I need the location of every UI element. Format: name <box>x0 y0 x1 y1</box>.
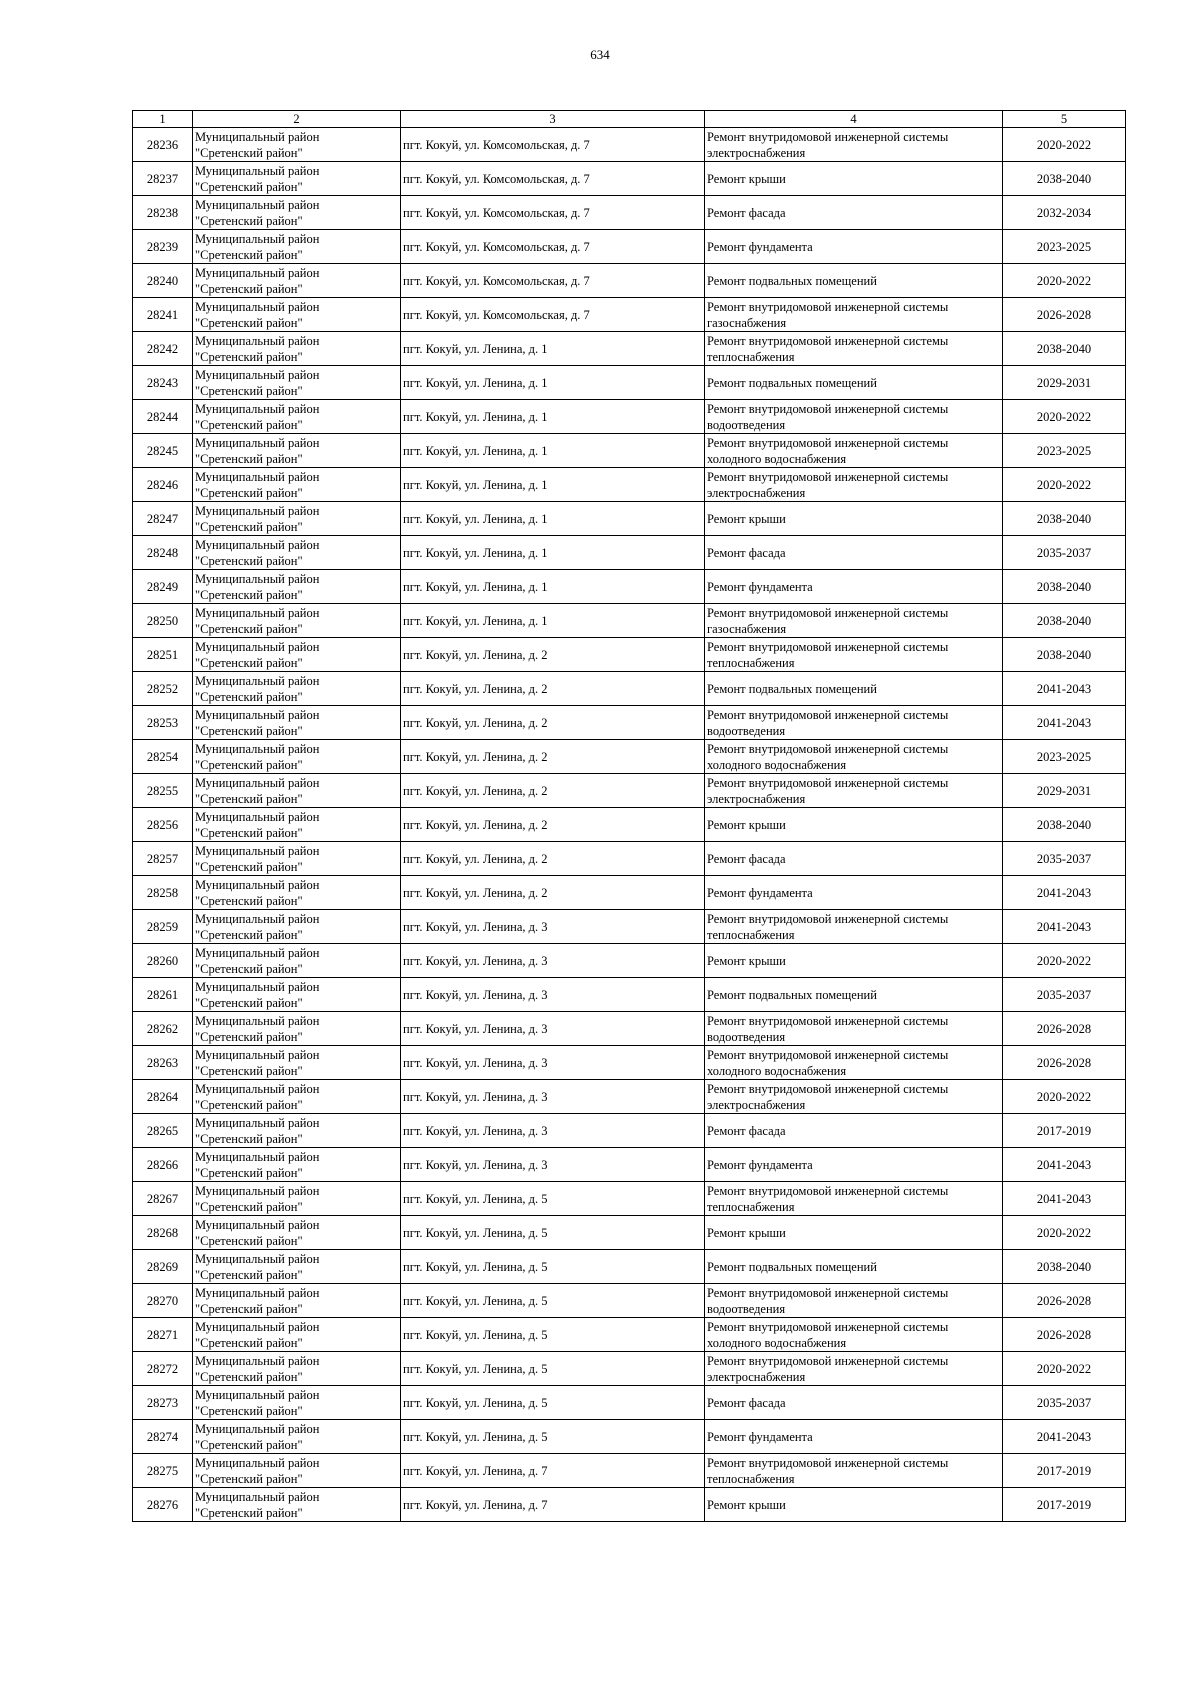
table-row <box>133 570 1126 604</box>
work-type-cell: Ремонт крыши <box>705 808 1003 842</box>
address-cell: пгт. Кокуй, ул. Ленина, д. 1 <box>401 570 705 604</box>
district-cell: Муниципальный район "Сретенский район" <box>193 264 401 298</box>
address-cell: пгт. Кокуй, ул. Ленина, д. 3 <box>401 1114 705 1148</box>
table-row <box>133 400 1126 434</box>
period-cell: 2035-2037 <box>1003 1386 1126 1420</box>
row-number-cell: 28249 <box>133 570 193 604</box>
district-cell: Муниципальный район "Сретенский район" <box>193 400 401 434</box>
district-cell: Муниципальный район "Сретенский район" <box>193 196 401 230</box>
period-cell: 2041-2043 <box>1003 1182 1126 1216</box>
row-number-cell: 28248 <box>133 536 193 570</box>
period-cell: 2026-2028 <box>1003 1046 1126 1080</box>
address-cell: пгт. Кокуй, ул. Комсомольская, д. 7 <box>401 128 705 162</box>
row-number-cell: 28273 <box>133 1386 193 1420</box>
address-cell: пгт. Кокуй, ул. Ленина, д. 5 <box>401 1352 705 1386</box>
district-cell: Муниципальный район "Сретенский район" <box>193 1148 401 1182</box>
district-cell: Муниципальный район "Сретенский район" <box>193 366 401 400</box>
row-number-cell: 28256 <box>133 808 193 842</box>
address-cell: пгт. Кокуй, ул. Ленина, д. 1 <box>401 400 705 434</box>
period-cell: 2041-2043 <box>1003 876 1126 910</box>
work-type-cell: Ремонт фундамента <box>705 570 1003 604</box>
table-row <box>133 638 1126 672</box>
period-cell: 2020-2022 <box>1003 1216 1126 1250</box>
table-row <box>133 774 1126 808</box>
row-number-cell: 28242 <box>133 332 193 366</box>
page-number: 634 <box>590 47 610 62</box>
address-cell: пгт. Кокуй, ул. Ленина, д. 3 <box>401 978 705 1012</box>
district-cell: Муниципальный район "Сретенский район" <box>193 1318 401 1352</box>
work-type-cell: Ремонт подвальных помещений <box>705 672 1003 706</box>
table-row <box>133 434 1126 468</box>
district-cell: Муниципальный район "Сретенский район" <box>193 706 401 740</box>
address-cell: пгт. Кокуй, ул. Ленина, д. 1 <box>401 434 705 468</box>
address-cell: пгт. Кокуй, ул. Ленина, д. 5 <box>401 1386 705 1420</box>
row-number-cell: 28238 <box>133 196 193 230</box>
work-type-cell: Ремонт фасада <box>705 1386 1003 1420</box>
work-type-cell: Ремонт фасада <box>705 196 1003 230</box>
work-type-cell: Ремонт подвальных помещений <box>705 978 1003 1012</box>
work-type-cell: Ремонт внутридомовой инженерной системы холодного водоснабжения <box>705 434 1003 468</box>
district-cell: Муниципальный район "Сретенский район" <box>193 1250 401 1284</box>
district-cell: Муниципальный район "Сретенский район" <box>193 502 401 536</box>
address-cell: пгт. Кокуй, ул. Ленина, д. 1 <box>401 502 705 536</box>
row-number-cell: 28261 <box>133 978 193 1012</box>
period-cell: 2041-2043 <box>1003 1420 1126 1454</box>
period-cell: 2026-2028 <box>1003 1284 1126 1318</box>
district-cell: Муниципальный район "Сретенский район" <box>193 876 401 910</box>
row-number-cell: 28257 <box>133 842 193 876</box>
period-cell: 2026-2028 <box>1003 1012 1126 1046</box>
table-row <box>133 1148 1126 1182</box>
district-cell: Муниципальный район "Сретенский район" <box>193 1114 401 1148</box>
address-cell: пгт. Кокуй, ул. Ленина, д. 1 <box>401 468 705 502</box>
row-number-cell: 28246 <box>133 468 193 502</box>
period-cell: 2020-2022 <box>1003 264 1126 298</box>
header-row <box>133 111 1126 128</box>
work-type-cell: Ремонт внутридомовой инженерной системы холодного водоснабжения <box>705 1046 1003 1080</box>
row-number-cell: 28263 <box>133 1046 193 1080</box>
district-cell: Муниципальный район "Сретенский район" <box>193 162 401 196</box>
district-cell: Муниципальный район "Сретенский район" <box>193 1284 401 1318</box>
table-row <box>133 298 1126 332</box>
address-cell: пгт. Кокуй, ул. Ленина, д. 5 <box>401 1284 705 1318</box>
column-header-1: 1 <box>133 111 193 128</box>
work-type-cell: Ремонт крыши <box>705 1488 1003 1522</box>
period-cell: 2038-2040 <box>1003 638 1126 672</box>
work-type-cell: Ремонт внутридомовой инженерной системы электроснабжения <box>705 128 1003 162</box>
period-cell: 2020-2022 <box>1003 468 1126 502</box>
row-number-cell: 28270 <box>133 1284 193 1318</box>
table-row <box>133 1386 1126 1420</box>
district-cell: Муниципальный район "Сретенский район" <box>193 740 401 774</box>
work-type-cell: Ремонт крыши <box>705 162 1003 196</box>
period-cell: 2035-2037 <box>1003 978 1126 1012</box>
table-row <box>133 1114 1126 1148</box>
period-cell: 2029-2031 <box>1003 366 1126 400</box>
table-row <box>133 1012 1126 1046</box>
address-cell: пгт. Кокуй, ул. Ленина, д. 2 <box>401 774 705 808</box>
row-number-cell: 28259 <box>133 910 193 944</box>
table-row <box>133 672 1126 706</box>
address-cell: пгт. Кокуй, ул. Ленина, д. 2 <box>401 808 705 842</box>
table-row <box>133 264 1126 298</box>
district-cell: Муниципальный район "Сретенский район" <box>193 1352 401 1386</box>
period-cell: 2032-2034 <box>1003 196 1126 230</box>
row-number-cell: 28237 <box>133 162 193 196</box>
table-row <box>133 128 1126 162</box>
period-cell: 2038-2040 <box>1003 1250 1126 1284</box>
table-row <box>133 230 1126 264</box>
district-cell: Муниципальный район "Сретенский район" <box>193 1420 401 1454</box>
district-cell: Муниципальный район "Сретенский район" <box>193 1182 401 1216</box>
address-cell: пгт. Кокуй, ул. Ленина, д. 3 <box>401 1046 705 1080</box>
row-number-cell: 28241 <box>133 298 193 332</box>
table-row <box>133 162 1126 196</box>
address-cell: пгт. Кокуй, ул. Ленина, д. 5 <box>401 1420 705 1454</box>
work-type-cell: Ремонт внутридомовой инженерной системы водоотведения <box>705 1284 1003 1318</box>
address-cell: пгт. Кокуй, ул. Комсомольская, д. 7 <box>401 264 705 298</box>
row-number-cell: 28276 <box>133 1488 193 1522</box>
row-number-cell: 28271 <box>133 1318 193 1352</box>
district-cell: Муниципальный район "Сретенский район" <box>193 944 401 978</box>
row-number-cell: 28269 <box>133 1250 193 1284</box>
table-row <box>133 196 1126 230</box>
address-cell: пгт. Кокуй, ул. Комсомольская, д. 7 <box>401 298 705 332</box>
address-cell: пгт. Кокуй, ул. Ленина, д. 2 <box>401 842 705 876</box>
work-type-cell: Ремонт внутридомовой инженерной системы теплоснабжения <box>705 332 1003 366</box>
district-cell: Муниципальный район "Сретенский район" <box>193 1386 401 1420</box>
period-cell: 2020-2022 <box>1003 1080 1126 1114</box>
address-cell: пгт. Кокуй, ул. Ленина, д. 1 <box>401 366 705 400</box>
district-cell: Муниципальный район "Сретенский район" <box>193 910 401 944</box>
district-cell: Муниципальный район "Сретенский район" <box>193 536 401 570</box>
district-cell: Муниципальный район "Сретенский район" <box>193 604 401 638</box>
district-cell: Муниципальный район "Сретенский район" <box>193 1216 401 1250</box>
table-row <box>133 740 1126 774</box>
district-cell: Муниципальный район "Сретенский район" <box>193 808 401 842</box>
district-cell: Муниципальный район "Сретенский район" <box>193 1046 401 1080</box>
work-type-cell: Ремонт внутридомовой инженерной системы электроснабжения <box>705 1352 1003 1386</box>
table-row <box>133 1352 1126 1386</box>
work-type-cell: Ремонт фундамента <box>705 1420 1003 1454</box>
column-header-2: 2 <box>193 111 401 128</box>
district-cell: Муниципальный район "Сретенский район" <box>193 672 401 706</box>
address-cell: пгт. Кокуй, ул. Ленина, д. 2 <box>401 740 705 774</box>
work-type-cell: Ремонт фасада <box>705 1114 1003 1148</box>
district-cell: Муниципальный район "Сретенский район" <box>193 468 401 502</box>
row-number-cell: 28272 <box>133 1352 193 1386</box>
district-cell: Муниципальный район "Сретенский район" <box>193 298 401 332</box>
row-number-cell: 28239 <box>133 230 193 264</box>
address-cell: пгт. Кокуй, ул. Ленина, д. 3 <box>401 1012 705 1046</box>
address-cell: пгт. Кокуй, ул. Ленина, д. 5 <box>401 1250 705 1284</box>
period-cell: 2020-2022 <box>1003 400 1126 434</box>
work-type-cell: Ремонт внутридомовой инженерной системы холодного водоснабжения <box>705 1318 1003 1352</box>
work-type-cell: Ремонт внутридомовой инженерной системы теплоснабжения <box>705 638 1003 672</box>
work-type-cell: Ремонт внутридомовой инженерной системы теплоснабжения <box>705 910 1003 944</box>
table-row <box>133 366 1126 400</box>
work-type-cell: Ремонт внутридомовой инженерной системы газоснабжения <box>705 604 1003 638</box>
row-number-cell: 28247 <box>133 502 193 536</box>
district-cell: Муниципальный район "Сретенский район" <box>193 842 401 876</box>
row-number-cell: 28252 <box>133 672 193 706</box>
period-cell: 2038-2040 <box>1003 502 1126 536</box>
row-number-cell: 28254 <box>133 740 193 774</box>
address-cell: пгт. Кокуй, ул. Ленина, д. 2 <box>401 672 705 706</box>
period-cell: 2020-2022 <box>1003 128 1126 162</box>
district-cell: Муниципальный район "Сретенский район" <box>193 1080 401 1114</box>
district-cell: Муниципальный район "Сретенский район" <box>193 230 401 264</box>
work-type-cell: Ремонт фасада <box>705 842 1003 876</box>
row-number-cell: 28268 <box>133 1216 193 1250</box>
row-number-cell: 28245 <box>133 434 193 468</box>
period-cell: 2023-2025 <box>1003 434 1126 468</box>
district-cell: Муниципальный район "Сретенский район" <box>193 978 401 1012</box>
address-cell: пгт. Кокуй, ул. Ленина, д. 1 <box>401 332 705 366</box>
period-cell: 2020-2022 <box>1003 944 1126 978</box>
period-cell: 2017-2019 <box>1003 1114 1126 1148</box>
table-row <box>133 876 1126 910</box>
district-cell: Муниципальный район "Сретенский район" <box>193 332 401 366</box>
table-row <box>133 910 1126 944</box>
work-type-cell: Ремонт внутридомовой инженерной системы теплоснабжения <box>705 1454 1003 1488</box>
table-row <box>133 808 1126 842</box>
work-type-cell: Ремонт крыши <box>705 944 1003 978</box>
table-row <box>133 978 1126 1012</box>
row-number-cell: 28264 <box>133 1080 193 1114</box>
table-row <box>133 1284 1126 1318</box>
work-type-cell: Ремонт внутридомовой инженерной системы холодного водоснабжения <box>705 740 1003 774</box>
row-number-cell: 28274 <box>133 1420 193 1454</box>
period-cell: 2023-2025 <box>1003 230 1126 264</box>
row-number-cell: 28251 <box>133 638 193 672</box>
row-number-cell: 28266 <box>133 1148 193 1182</box>
work-type-cell: Ремонт внутридомовой инженерной системы водоотведения <box>705 706 1003 740</box>
address-cell: пгт. Кокуй, ул. Ленина, д. 3 <box>401 1148 705 1182</box>
column-header-4: 4 <box>705 111 1003 128</box>
period-cell: 2020-2022 <box>1003 1352 1126 1386</box>
district-cell: Муниципальный район "Сретенский район" <box>193 1012 401 1046</box>
address-cell: пгт. Кокуй, ул. Ленина, д. 3 <box>401 944 705 978</box>
row-number-cell: 28258 <box>133 876 193 910</box>
table-header <box>133 111 1126 128</box>
work-type-cell: Ремонт крыши <box>705 1216 1003 1250</box>
table-row <box>133 1080 1126 1114</box>
work-type-cell: Ремонт фундамента <box>705 1148 1003 1182</box>
table-row <box>133 842 1126 876</box>
row-number-cell: 28243 <box>133 366 193 400</box>
work-type-cell: Ремонт внутридомовой инженерной системы газоснабжения <box>705 298 1003 332</box>
table-body <box>133 128 1126 1522</box>
table-row <box>133 536 1126 570</box>
district-cell: Муниципальный район "Сретенский район" <box>193 434 401 468</box>
district-cell: Муниципальный район "Сретенский район" <box>193 1488 401 1522</box>
address-cell: пгт. Кокуй, ул. Ленина, д. 3 <box>401 910 705 944</box>
address-cell: пгт. Кокуй, ул. Ленина, д. 2 <box>401 876 705 910</box>
work-type-cell: Ремонт внутридомовой инженерной системы электроснабжения <box>705 468 1003 502</box>
work-type-cell: Ремонт крыши <box>705 502 1003 536</box>
address-cell: пгт. Кокуй, ул. Ленина, д. 5 <box>401 1216 705 1250</box>
row-number-cell: 28253 <box>133 706 193 740</box>
period-cell: 2038-2040 <box>1003 162 1126 196</box>
work-type-cell: Ремонт внутридомовой инженерной системы водоотведения <box>705 1012 1003 1046</box>
table-row <box>133 944 1126 978</box>
address-cell: пгт. Кокуй, ул. Комсомольская, д. 7 <box>401 230 705 264</box>
period-cell: 2038-2040 <box>1003 332 1126 366</box>
row-number-cell: 28236 <box>133 128 193 162</box>
address-cell: пгт. Кокуй, ул. Ленина, д. 7 <box>401 1488 705 1522</box>
work-type-cell: Ремонт внутридомовой инженерной системы электроснабжения <box>705 1080 1003 1114</box>
address-cell: пгт. Кокуй, ул. Ленина, д. 7 <box>401 1454 705 1488</box>
work-type-cell: Ремонт внутридомовой инженерной системы теплоснабжения <box>705 1182 1003 1216</box>
table-row <box>133 1420 1126 1454</box>
table-row <box>133 332 1126 366</box>
table-row <box>133 1182 1126 1216</box>
repair-schedule-table <box>132 110 1126 1522</box>
table-row <box>133 706 1126 740</box>
table-row <box>133 468 1126 502</box>
period-cell: 2026-2028 <box>1003 298 1126 332</box>
table-row <box>133 1318 1126 1352</box>
row-number-cell: 28265 <box>133 1114 193 1148</box>
column-header-3: 3 <box>401 111 705 128</box>
row-number-cell: 28262 <box>133 1012 193 1046</box>
row-number-cell: 28250 <box>133 604 193 638</box>
district-cell: Муниципальный район "Сретенский район" <box>193 638 401 672</box>
address-cell: пгт. Кокуй, ул. Ленина, д. 5 <box>401 1182 705 1216</box>
address-cell: пгт. Кокуй, ул. Комсомольская, д. 7 <box>401 162 705 196</box>
work-type-cell: Ремонт фундамента <box>705 876 1003 910</box>
period-cell: 2026-2028 <box>1003 1318 1126 1352</box>
address-cell: пгт. Кокуй, ул. Ленина, д. 3 <box>401 1080 705 1114</box>
work-type-cell: Ремонт подвальных помещений <box>705 366 1003 400</box>
period-cell: 2041-2043 <box>1003 1148 1126 1182</box>
address-cell: пгт. Кокуй, ул. Ленина, д. 2 <box>401 706 705 740</box>
period-cell: 2023-2025 <box>1003 740 1126 774</box>
period-cell: 2029-2031 <box>1003 774 1126 808</box>
period-cell: 2017-2019 <box>1003 1454 1126 1488</box>
table-row <box>133 1250 1126 1284</box>
period-cell: 2041-2043 <box>1003 706 1126 740</box>
address-cell: пгт. Кокуй, ул. Ленина, д. 1 <box>401 536 705 570</box>
work-type-cell: Ремонт внутридомовой инженерной системы электроснабжения <box>705 774 1003 808</box>
row-number-cell: 28260 <box>133 944 193 978</box>
district-cell: Муниципальный район "Сретенский район" <box>193 1454 401 1488</box>
address-cell: пгт. Кокуй, ул. Комсомольская, д. 7 <box>401 196 705 230</box>
period-cell: 2035-2037 <box>1003 536 1126 570</box>
table-row <box>133 1046 1126 1080</box>
period-cell: 2035-2037 <box>1003 842 1126 876</box>
address-cell: пгт. Кокуй, ул. Ленина, д. 1 <box>401 604 705 638</box>
column-header-5: 5 <box>1003 111 1126 128</box>
work-type-cell: Ремонт фундамента <box>705 230 1003 264</box>
district-cell: Муниципальный район "Сретенский район" <box>193 774 401 808</box>
row-number-cell: 28267 <box>133 1182 193 1216</box>
row-number-cell: 28240 <box>133 264 193 298</box>
period-cell: 2017-2019 <box>1003 1488 1126 1522</box>
address-cell: пгт. Кокуй, ул. Ленина, д. 5 <box>401 1318 705 1352</box>
address-cell: пгт. Кокуй, ул. Ленина, д. 2 <box>401 638 705 672</box>
district-cell: Муниципальный район "Сретенский район" <box>193 570 401 604</box>
table-row <box>133 1454 1126 1488</box>
period-cell: 2041-2043 <box>1003 910 1126 944</box>
district-cell: Муниципальный район "Сретенский район" <box>193 128 401 162</box>
period-cell: 2038-2040 <box>1003 570 1126 604</box>
table-row <box>133 1488 1126 1522</box>
work-type-cell: Ремонт подвальных помещений <box>705 264 1003 298</box>
row-number-cell: 28255 <box>133 774 193 808</box>
table-row <box>133 604 1126 638</box>
table-row <box>133 502 1126 536</box>
work-type-cell: Ремонт внутридомовой инженерной системы водоотведения <box>705 400 1003 434</box>
period-cell: 2041-2043 <box>1003 672 1126 706</box>
row-number-cell: 28275 <box>133 1454 193 1488</box>
period-cell: 2038-2040 <box>1003 808 1126 842</box>
row-number-cell: 28244 <box>133 400 193 434</box>
table-row <box>133 1216 1126 1250</box>
work-type-cell: Ремонт фасада <box>705 536 1003 570</box>
work-type-cell: Ремонт подвальных помещений <box>705 1250 1003 1284</box>
period-cell: 2038-2040 <box>1003 604 1126 638</box>
